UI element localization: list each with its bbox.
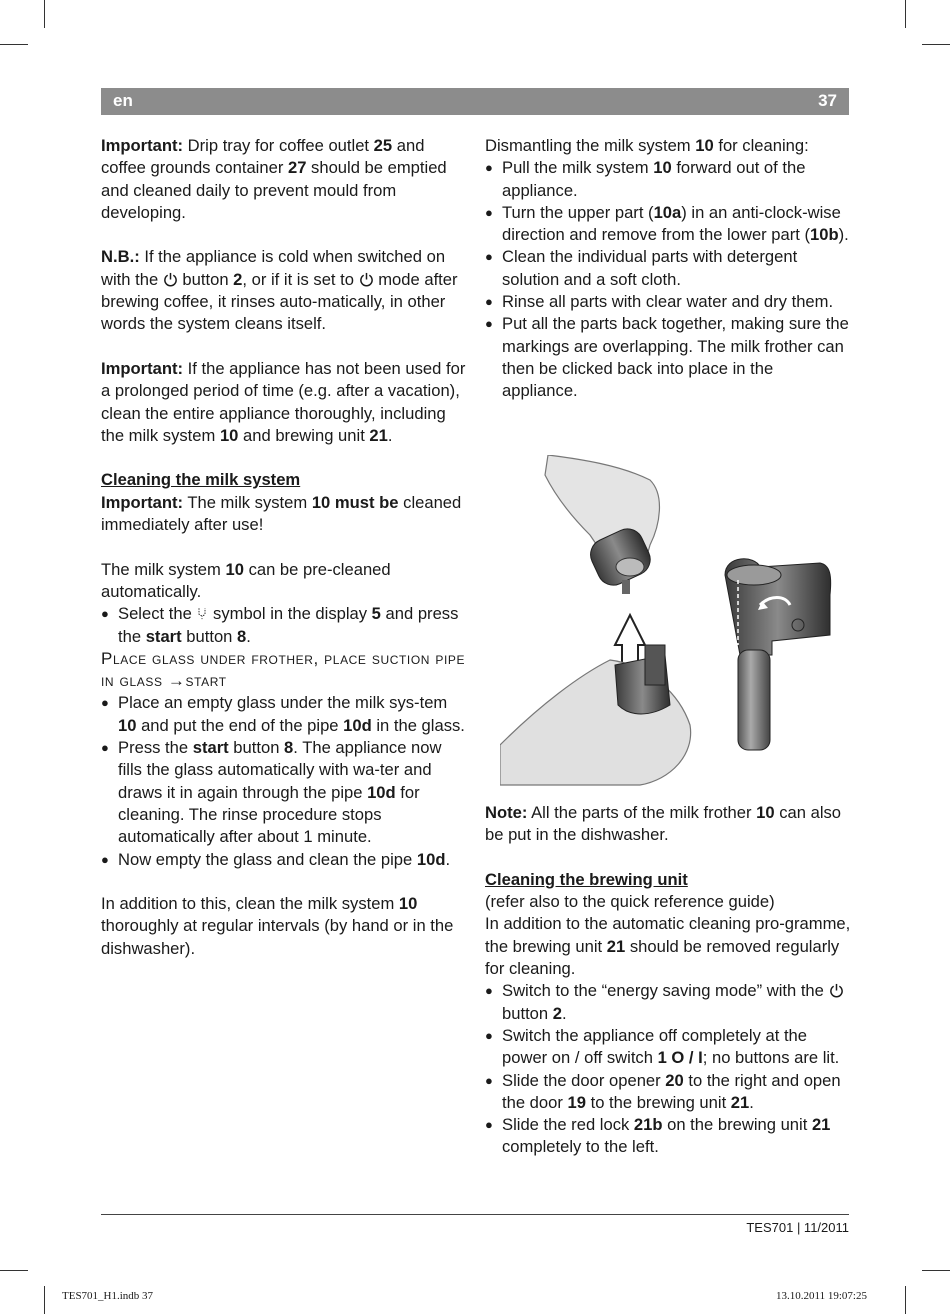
milk-frother-illustration [500, 455, 840, 790]
list-item: ● Select the symbol in the display 5 and press the start button 8. [101, 603, 467, 648]
crop-mark [922, 44, 950, 45]
left-column [101, 135, 467, 960]
list-item: ● Switch to the “energy saving mode” with the button 2. [485, 980, 851, 1025]
page-header-bar [101, 88, 849, 115]
print-slug-file: TES701_H1.indb 37 [62, 1290, 154, 1302]
page-number: 37 [818, 91, 837, 110]
power-icon [829, 983, 844, 998]
list-item: ● Switch the appliance off completely at the power on / off switch 1 O / I; no buttons are lit. [485, 1025, 851, 1070]
section-heading-milk: Cleaning the milk system [101, 470, 301, 490]
dismantling-intro: Dismantling the milk system 10 for cleaning: [485, 136, 809, 155]
list-item: ● Now empty the glass and clean the pipe 10d. [101, 849, 467, 871]
note-dishwasher: Note: All the parts of the milk frother 10 can also be put in the dishwasher. [485, 803, 842, 845]
milk-important: Important: The milk system 10 must be cleaned immediately after use! [101, 492, 462, 535]
list-item: ● Put all the parts back together, making sure the markings are overlapping. The milk frother can then be clicked back into place in the appliance. [485, 313, 851, 402]
list-item: ● Slide the door opener 20 to the right and open the door 19 to the brewing unit 21. [485, 1070, 851, 1115]
crop-mark [922, 1270, 950, 1271]
list-item: ● Rinse all parts with clear water and dry them. [485, 291, 851, 313]
right-column-top [485, 135, 851, 403]
list-item: ● Pull the milk system 10 forward out of the appliance. [485, 157, 851, 202]
list-item: ● Slide the red lock 21b on the brewing unit 21 completely to the left. [485, 1114, 851, 1159]
brewing-intro: In addition to the automatic cleaning pro-gramme, the brewing unit 21 should be removed regularly for cleaning. [485, 914, 851, 979]
list-item: ● Place an empty glass under the milk sys-tem 10 and put the end of the pipe 10d in the glass. [101, 692, 467, 737]
language-label: en [113, 91, 133, 110]
important-prolonged: Important: If the appliance has not been used for a prolonged period of time (e.g. after a vacation), clean the entire appliance thoroughly, including the milk system 10 and brewing unit 21. [101, 358, 466, 445]
section-heading-brewing: Cleaning the brewing unit [485, 869, 688, 889]
crop-mark [0, 1270, 28, 1271]
print-slug-date: 13.10.2011 19:07:25 [776, 1290, 867, 1302]
crop-mark [905, 0, 906, 28]
important-drip-tray: Important: Drip tray for coffee outlet 25 and coffee grounds container 27 should be emptied and cleaned daily to prevent mould from developing. [101, 136, 447, 222]
crop-mark [905, 1286, 906, 1314]
display-message: Place glass under frother, place suction pipe in glass →start [101, 648, 466, 691]
milk-final: In addition to this, clean the milk system 10 thoroughly at regular intervals (by hand or in the dishwasher). [101, 894, 454, 958]
crop-mark [44, 1286, 45, 1314]
list-item: ● Turn the upper part (10a) in an anti-clock-wise direction and remove from the lower part (10b). [485, 202, 851, 247]
nb-paragraph: N.B.: If the appliance is cold when switched on with the button 2, or if it is set to mode after brewing coffee, it rinses auto-matically, in other words the system cleans itself. [101, 247, 458, 334]
right-column-bottom [485, 802, 851, 1159]
milk-pre-clean: The milk system 10 can be pre-cleaned automatically. [101, 559, 391, 601]
power-icon [359, 272, 374, 287]
footer-rule [101, 1214, 849, 1215]
brewing-ref: (refer also to the quick reference guide) [485, 892, 775, 912]
crop-mark [0, 44, 28, 45]
crop-mark [44, 0, 45, 28]
power-icon [163, 272, 178, 287]
list-item: ● Clean the individual parts with detergent solution and a soft cloth. [485, 246, 851, 291]
list-item: ● Press the start button 8. The appliance now fills the glass automatically with wa-ter and draws it in again through the pipe 10d for cleaning. The rinse procedure stops automatically after about 1 minute. [101, 737, 467, 848]
milk-frother-symbol-icon [196, 606, 208, 621]
footer-reference: TES701 | 11/2011 [746, 1220, 849, 1235]
